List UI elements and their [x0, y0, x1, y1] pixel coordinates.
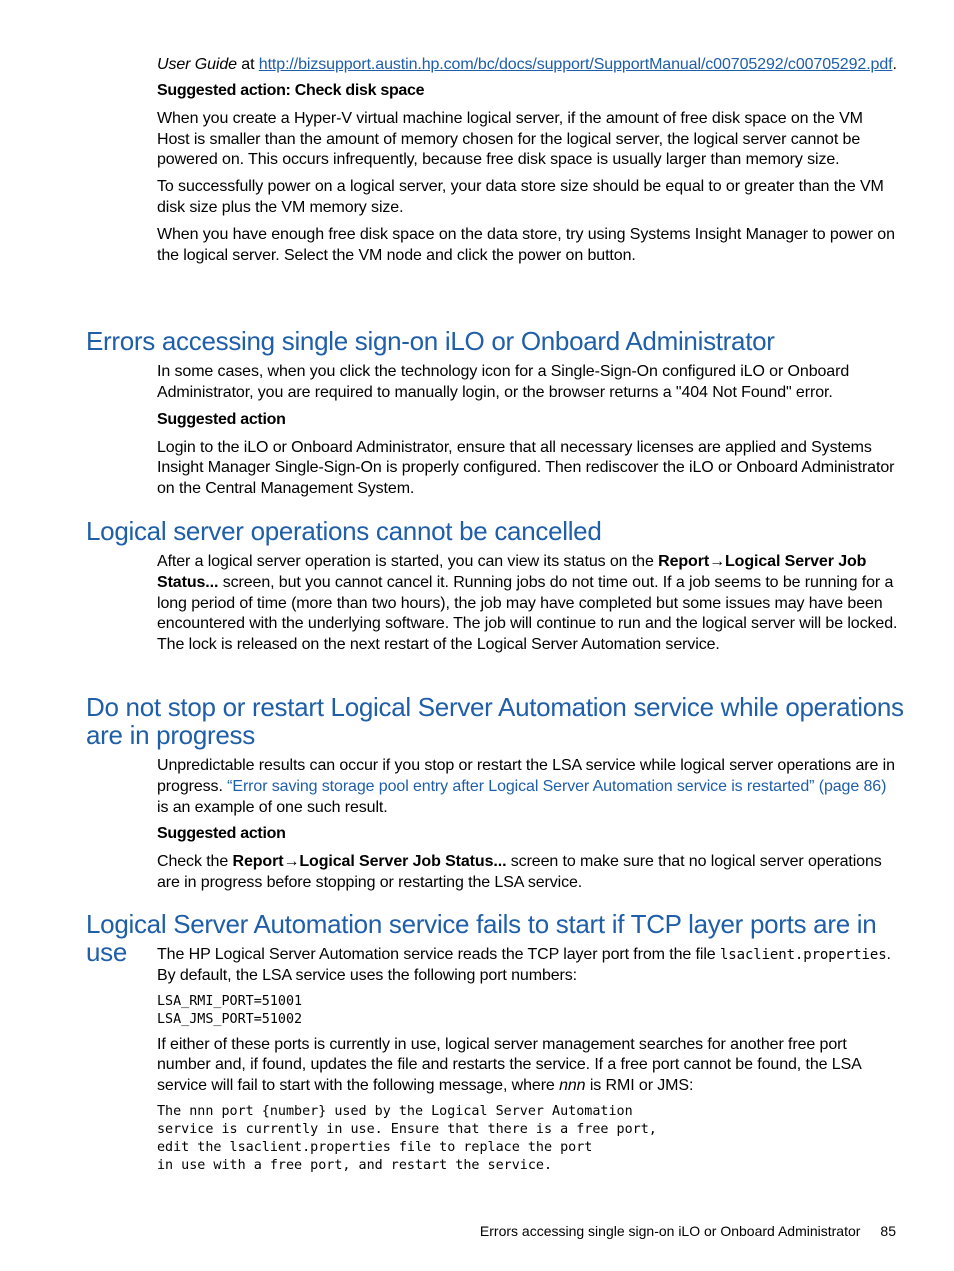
section-do-not-stop-body — [157, 756, 899, 900]
cross-reference-link[interactable]: “Error saving storage pool entry after Logical Server Automation service is restarted” (page 86) — [227, 777, 887, 795]
section-cancel-body — [157, 552, 899, 662]
menu-arrow: → — [709, 553, 725, 570]
properties-file: lsaclient.properties — [719, 947, 887, 963]
nnn-placeholder: nnn — [559, 1077, 586, 1095]
support-manual-link[interactable]: http://bizsupport.austin.hp.com/bc/docs/support/SupportManual/c00705292/c00705292.pdf — [258, 56, 893, 73]
menu-report: Report — [658, 553, 710, 570]
subheading-check-disk: Suggested action: Check disk space — [157, 81, 425, 99]
reference-line: User Guide at http://bizsupport.austin.hp.com/bc/docs/support/SupportManual/c00705292/c00705292.pdf. — [157, 56, 897, 73]
section-tcp-body — [157, 945, 899, 1181]
menu-job-status-2: Logical Server Job Status... — [299, 853, 507, 871]
page-number: 85 — [880, 1223, 896, 1239]
intro-paragraph-1: When you create a Hyper-V virtual machine logical server, if the amount of free disk space on the VM Host is smaller than the amount of memory chosen for the logical server, the logical server cannot be powered on. This occurs infrequently, because free disk space is usually larger than memory size. — [157, 109, 863, 169]
sso-paragraph-2: Login to the iLO or Onboard Administrator, ensure that all necessary licenses are applied and Systems Insight Manager Single-Sign-On is properly configured. Then rediscover the iLO or Onboard Administrator on the Central Management System. — [157, 438, 895, 498]
menu-arrow-2: → — [283, 853, 300, 871]
port-config-code: LSA_RMI_PORT=51001 LSA_JMS_PORT=51002 — [157, 993, 303, 1027]
do-not-stop-suggested-action: Suggested action — [157, 825, 286, 843]
tcp-paragraph-2: If either of these ports is currently in use, logical server management searches for another free port number and, if found, updates the file and restarts the service. If a free port cannot be found, the LSA service will fail to start with the following message, where nnn is RMI or JMS: — [157, 1035, 861, 1095]
cancel-paragraph: After a logical server operation is started, you can view its status on the Report→Logical Server Job Status... screen, but you cannot cancel it. Running jobs do not time out. If a job seems to be running for a long period of time (more than two hours), the job may have completed but some issues may have been encountered with the underlying software. The job will continue to run and the logical server will be locked. The lock is released on the next restart of the Logical Server Automation service. — [157, 553, 898, 654]
section-sso-body — [157, 362, 899, 506]
intro-paragraph-2: To successfully power on a logical server, your data store size should be equal to or greater than the VM disk size plus the VM memory size. — [157, 178, 884, 216]
section-heading-sso-errors: Errors accessing single sign-on iLO or Onboard Administrator — [86, 326, 775, 356]
section-heading-do-not-stop: Do not stop or restart Logical Server Automation service while operations are in progress — [86, 692, 904, 750]
sso-paragraph-1: In some cases, when you click the technology icon for a Single-Sign-On configured iLO or Onboard Administrator, you are required to manually login, or the browser returns a "404 Not Found" error. — [157, 363, 850, 401]
check-report-paragraph: Check the Report→Logical Server Job Status... screen to make sure that no logical server operations are in progress before stopping or restarting the LSA service. — [157, 853, 882, 892]
intro-paragraph-3: When you have enough free disk space on the data store, try using Systems Insight Manager to power on the logical server. Select the VM node and click the power on button. — [157, 225, 895, 264]
tcp-paragraph-1: The HP Logical Server Automation service reads the TCP layer port from the file lsaclient.properties. By default, the LSA service uses the following port numbers: — [157, 946, 891, 984]
page-footer — [480, 1223, 896, 1239]
do-not-stop-paragraph: Unpredictable results can occur if you stop or restart the LSA service while logical server operations are in progress. “Error saving storage pool entry after Logical Server Automation service is restarted” (page 86) is an example of one such result. — [157, 757, 895, 816]
ref-title: User Guide — [157, 56, 237, 73]
error-message-code: The nnn port {number} used by the Logical Server Automation service is currently in use. Ensure that there is a free port, edit the lsaclient.properties file to replace the port in use with a free port, and restart the service. — [157, 1103, 657, 1173]
menu-job-status: Logical Server Job Status... — [157, 553, 867, 591]
section-heading-cancel: Logical server operations cannot be cancelled — [86, 516, 602, 546]
footer-title: Errors accessing single sign-on iLO or Onboard Administrator — [479, 1223, 861, 1239]
section-heading-tcp-ports: Logical Server Automation service fails to start if TCP layer ports are in use — [86, 909, 877, 967]
intro-block — [157, 55, 899, 272]
sso-suggested-action: Suggested action — [157, 410, 286, 428]
menu-report-2: Report — [232, 853, 284, 871]
